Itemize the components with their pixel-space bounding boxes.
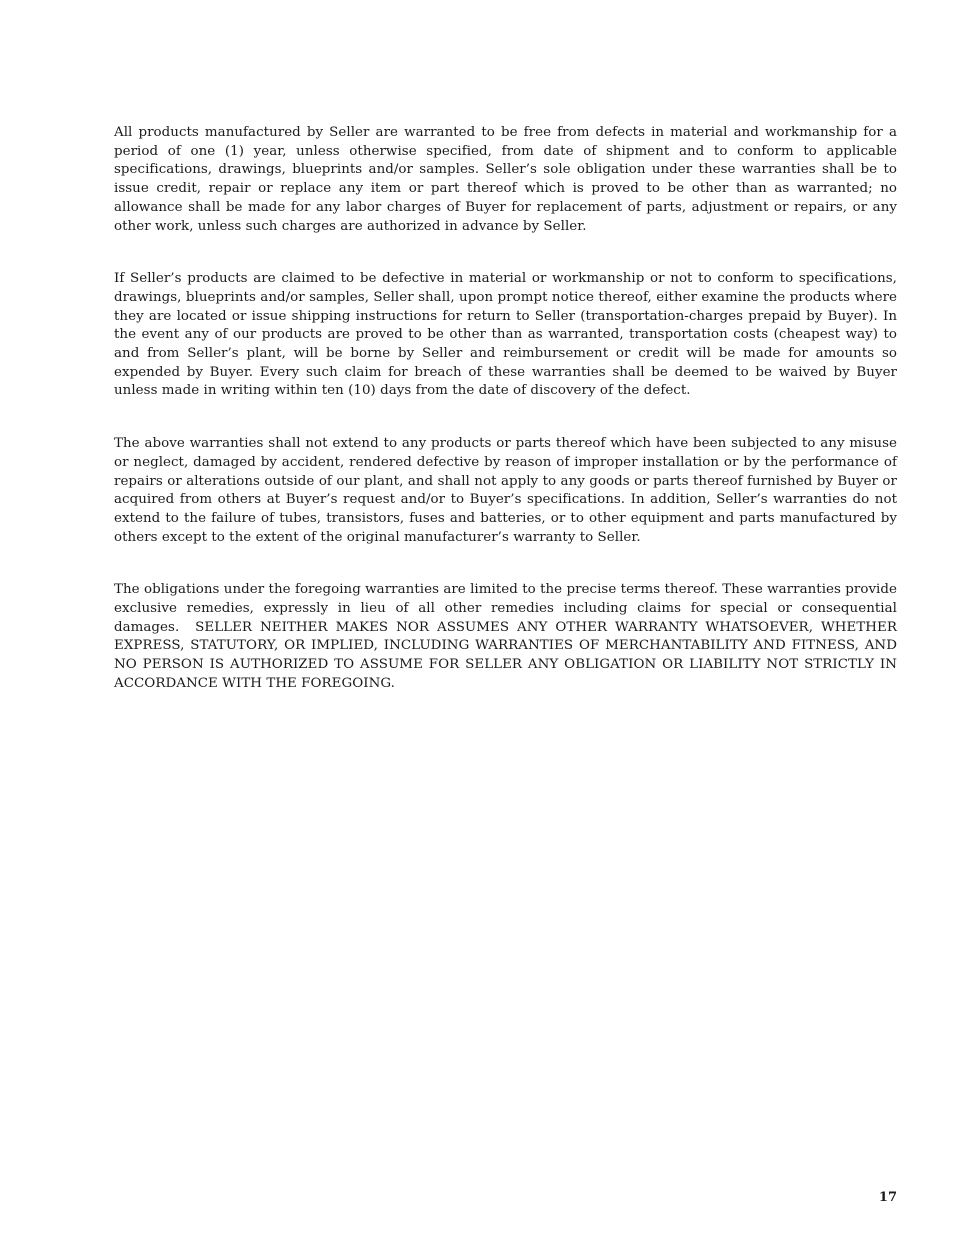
warranty-paragraph-4: [114, 581, 897, 693]
warranty-paragraph-3: The above warranties shall not extend to any products or parts thereof which have been subjected to any misuse or neglect, damaged by accident, rendered defective by reason of improper installation or by the performance of repairs or alterations outside of our plant, and shall not apply to any goods or parts thereof furnished by Buyer or acquired from others at Buyer’s request and/or to Buyer’s specifications. In addition, Seller’s warranties do not extend to the failure of tubes, transistors, fuses and batteries, or to other equipment and parts manufactured by others except to the extent of the original manufacturer’s warranty to Seller.: [114, 436, 897, 545]
page-number: 17: [878, 1190, 897, 1205]
warranty-text: [114, 124, 897, 728]
warranty-disclaimer-caps: SELLER NEITHER MAKES NOR ASSUMES ANY OTHER WARRANTY WHATSOEVER, WHETHER EXPRESS, STATUTORY, OR IMPLIED, INCLUDING WARRANTIES OF MERCHANTABILITY AND FITNESS, AND NO PERSON IS AUTHORIZED TO ASSUME FOR SELLER ANY OBLIGATION OR LIABILITY NOT STRICTLY IN ACCORDANCE WITH THE FOREGOING.: [114, 619, 897, 691]
warranty-paragraph-2: If Seller’s products are claimed to be defective in material or workmanship or not to conform to specifications, drawings, blueprints and/or samples, Seller shall, upon prompt notice thereof, either examine the products where they are located or issue shipping instructions for return to Seller (transportation-charges prepaid by Buyer). In the event any of our products are proved to be other than as warranted, transportation costs (cheapest way) to and from Seller’s plant, will be borne by Seller and reimbursement or credit will be made for amounts so expended by Buyer. Every such claim for breach of these warranties shall be deemed to be waived by Buyer unless made in writing within ten (10) days from the date of discovery of the defect.: [114, 271, 897, 399]
warranty-paragraph-1: All products manufactured by Seller are warranted to be free from defects in material and workmanship for a period of one (1) year, unless otherwise specified, from date of shipment and to conform to applicable specifications, drawings, blueprints and/or samples. Seller’s sole obligation under these warranties shall be to issue credit, repair or replace any item or part thereof which is proved to be other than as warranted; no allowance shall be made for any labor charges of Buyer for replacement of parts, adjustment or repairs, or any other work, unless such charges are authorized in advance by Seller.: [114, 125, 897, 234]
warranty-paragraph-4-intro: The obligations under the foregoing warranties are limited to the precise terms thereof. These warranties provide exclusive remedies, expressly in lieu of all other remedies including claims for special or consequential damages.: [114, 582, 897, 635]
